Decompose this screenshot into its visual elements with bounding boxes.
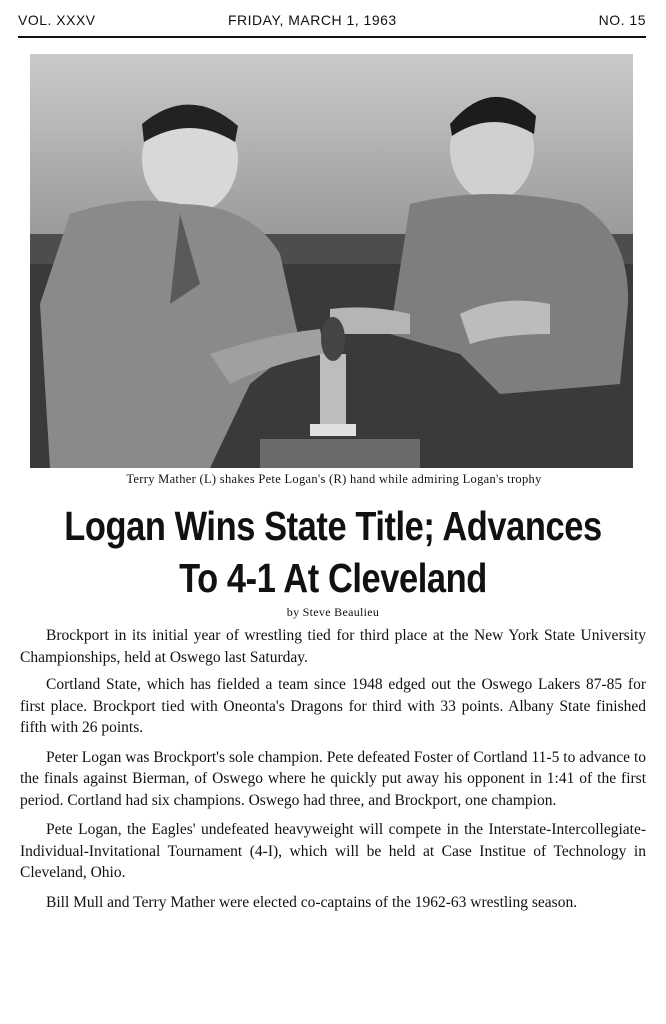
article-paragraph: Peter Logan was Brockport's sole champion. Pete defeated Foster of Cortland 11-5 to advance to the finals against Bierman, of Oswego where he quickly put away his opponent in 1:41 of the first period. Cortland had six champions. Oswego had three, and Brockport, one champion.: [20, 748, 646, 809]
issue-date: FRIDAY, MARCH 1, 1963: [228, 12, 397, 28]
news-photo: [30, 54, 633, 468]
issue-number: NO. 15: [598, 12, 646, 28]
photo-caption: Terry Mather (L) shakes Pete Logan's (R) hand while admiring Logan's trophy: [126, 472, 542, 486]
headline-line-1: Logan Wins State Title; Advances: [64, 503, 602, 549]
article-paragraph: Bill Mull and Terry Mather were elected co-captains of the 1962-63 wrestling season.: [46, 893, 578, 911]
headline-line-2: To 4-1 At Cleveland: [179, 555, 487, 601]
article-body: [20, 625, 646, 921]
masthead: [18, 6, 646, 38]
volume-number: VOL. XXXV: [18, 12, 96, 28]
byline: by Steve Beaulieu: [286, 605, 380, 619]
headline: [62, 500, 605, 604]
article-paragraph: Pete Logan, the Eagles' undefeated heavyweight will compete in the Interstate-Intercollegiate-Individual-Invitational Tournament (4-I), which will be held at Case Institue of Technology in Cleveland, Ohio.: [20, 821, 646, 881]
article-paragraph: Cortland State, which has fielded a team since 1948 edged out the Oswego Lakers 87-85 for first place. Brockport tied with Oneonta's Dragons for third with 33 points. Albany State finished fifth with 26 points.: [20, 676, 646, 736]
article-paragraph: Brockport in its initial year of wrestling tied for third place at the New York State University Championships, held at Oswego last Saturday.: [20, 627, 646, 666]
